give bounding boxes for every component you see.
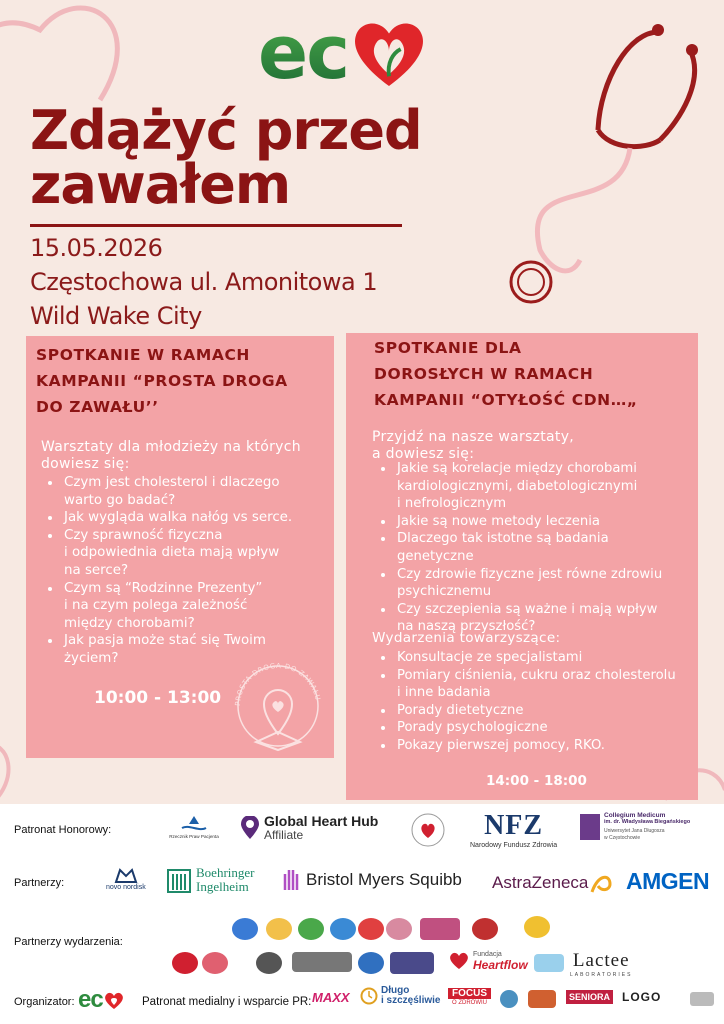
eco-logo-text: ec [258,10,349,96]
partner-logo-icon [358,918,384,940]
list-item [374,667,698,702]
rpp-emblem-icon [179,814,209,834]
seniora-logo [566,990,613,1004]
page-title [30,99,460,216]
partner-logo-icon [330,918,356,940]
right-panel-heading [374,335,638,413]
bms-text: Bristol Myers Squibb [306,870,462,889]
left-panel-time: 10:00 - 13:00 [94,688,222,708]
partner-logo-icon [232,918,258,940]
list-item-line: psychicznemu [397,584,492,600]
list-item-line: Jak pasja może stać się Twoim [64,633,266,649]
intro-line: a dowiesz się: [372,446,475,462]
list-item-line: i odpowiednia dieta mają wpływ [64,545,280,561]
right-panel-intro [372,429,574,463]
partners-label: Partnerzy: [14,877,65,889]
location-heart-icon [240,816,260,840]
novo-text: novo nordisk [106,884,146,891]
side-events-list [374,649,698,755]
boehringer-logo [166,866,254,894]
list-item-line: genetyczne [397,548,474,564]
side-events-heading: Wydarzenia towarzyszące: [372,630,561,646]
focus-text: FOCUS [448,988,491,999]
dlugo-line: i szczęśliwie [381,995,441,1006]
partner-logo-icon [690,992,714,1006]
partner-logo-icon [292,952,352,972]
list-item-line: Jakie są korelacje między chorobami [397,461,637,476]
focus-logo [448,988,491,1008]
left-panel-intro [41,439,301,473]
list-item-line: na naszą przyszłość? [397,619,536,635]
seniora-text: SENIORA [566,990,613,1004]
bms-icon [282,868,302,892]
list-item-line: Czy zdrowie fizyczne jest równe zdrowiu [397,566,663,582]
partner-logo-icon [420,918,460,940]
list-item-line: Czy szczepienia są ważne i mają wpływ [397,601,658,617]
novo-bull-icon [114,866,138,884]
eco-logo [258,10,468,96]
list-item [41,474,331,509]
list-item-line: Porady psychologiczne [397,720,548,736]
organizer-label: Organizator: [14,996,75,1008]
partner-logo-icon [528,990,556,1008]
heart-logo-icon [350,18,428,88]
list-item-line: Pokazy pierwszej pomocy, RKO. [397,737,605,753]
heading-line: SPOTKANIE DLA [374,339,522,357]
list-item-line: kardiologicznymi, diabetologicznymi [397,478,638,494]
heading-line: SPOTKANIE W RAMACH [36,346,250,364]
right-panel-time: 14:00 - 18:00 [486,773,587,789]
prosta-droga-badge-icon [226,654,330,754]
heartflow-line: Fundacja [473,951,502,958]
cm-line: Collegium Medicum [604,812,666,819]
sponsors-strip [0,804,724,1024]
heartflow-line: Heartflow [473,958,528,972]
list-item [374,530,698,565]
lactee-text: Lactee [572,950,630,971]
bi-line: Ingelheim [196,879,249,894]
organizer-eco-logo [78,986,125,1014]
intro-line: Przyjdź na nasze warsztaty, [372,429,575,445]
partner-logo-icon [500,990,518,1008]
list-item-line: życiem? [64,650,119,666]
nfz-sub: Narodowy Fundusz Zdrowia [470,842,558,849]
rpp-logo [170,814,218,839]
ghh-name: Global Heart Hub [264,813,379,829]
partner-logo-icon [172,952,198,974]
left-panel-list [41,474,331,668]
collegium-medicum-logo [580,812,690,842]
title-underline [30,224,402,227]
global-heart-hub-logo [240,814,378,842]
right-panel-list [374,460,698,636]
amgen-text: AMGEN [626,868,710,894]
partner-logo-icon [202,952,228,974]
seal-heart-icon [410,812,446,848]
title-line-1: Zdążyć przed [30,99,422,162]
adult-workshop-panel [346,333,698,800]
list-item-line: Jakie są nowe metody leczenia [397,513,600,529]
amgen-logo [626,868,709,895]
lactee-logo [570,950,632,978]
partner-logo-icon [472,918,498,940]
list-item [374,566,698,601]
list-item [374,737,698,755]
media-patronage-label: Patronat medialny i wsparcie PR: [142,996,312,1008]
list-item [41,509,331,527]
az-swirl-icon [588,870,614,896]
az-text: AstraZeneca [492,873,589,892]
list-item [374,702,698,720]
nfz-logo [470,810,557,849]
maxx-text: MAXX [312,990,350,1005]
list-item-line: Czy sprawność fizyczna [64,527,223,543]
event-date: 15.05.2026 [30,234,163,262]
list-item-line: i nefrologicznym [397,496,507,512]
partner-logo-icon [524,916,550,938]
clock-icon [360,987,378,1005]
list-item-line: Pomiary ciśnienia, cukru oraz cholesterolu [397,667,676,683]
logo-brand-text: LOGO [622,990,662,1004]
partner-logo-icon [358,952,384,974]
event-partners-label: Partnerzy wydarzenia: [14,936,123,948]
bi-line: Boehringer [196,865,255,880]
list-item [41,632,331,667]
list-item-line: między chorobami? [64,615,195,631]
partner-logo-icon [386,918,412,940]
list-item-line: Porady dietetyczne [397,702,524,718]
event-address: Częstochowa ul. Amonitowa 1 [30,268,378,296]
partner-logo-icon [390,952,434,974]
event-venue: Wild Wake City [30,302,202,330]
logo-brand [622,990,661,1004]
list-item-line: Konsultacje ze specjalistami [397,650,583,665]
lactee-sub: LABORATORIES [570,972,633,978]
honorary-patronage-label: Patronat Honorowy: [14,824,112,836]
partner-logo-icon [266,918,292,940]
list-item-line: Dlaczego tak istotne są badania [397,531,609,547]
badge-text: PROSTA DROGA DO ZAWAŁU [233,661,322,707]
list-item-line: Czym są “Rodzinne Prezenty” [64,580,263,596]
youth-workshop-panel [26,336,334,758]
intro-line: dowiesz się: [41,456,130,472]
list-item-line: Czym jest cholesterol i dlaczego [64,475,280,490]
partner-logo-icon [534,954,564,972]
partner-logo-icon [298,918,324,940]
list-item [374,649,698,667]
cm-emblem-icon [580,814,600,840]
list-item-line: Jak wygląda walka nałóg vs serce. [64,510,293,526]
heart-icon [103,990,125,1010]
dlugo-logo [360,986,440,1006]
heart-icon [448,950,470,970]
title-line-2: zawałem [30,153,291,216]
list-item [374,719,698,737]
list-item-line: na serce? [64,562,129,578]
astrazeneca-logo [492,870,614,896]
cm-line: Uniwersytet Jana Długosza [604,828,665,834]
maxx-logo [312,990,350,1005]
list-item [41,527,331,580]
heartflow-logo [448,950,528,970]
focus-sub: O ZDROWIU [452,1000,487,1006]
list-item [374,513,698,531]
nfz-text: NFZ [484,810,544,841]
svg-text:PROSTA DROGA DO ZAWAŁU [234,662,322,706]
heading-line: DOROSŁYCH W RAMACH [374,365,594,383]
list-item-line: warto go badać? [64,492,176,508]
intro-line: Warsztaty dla młodzieży na których [41,439,301,455]
dlugo-line: Długo [381,985,410,996]
heading-line: KAMPANII “OTYŁOŚĆ CDN…„ [374,391,638,409]
boehringer-building-icon [166,866,192,894]
cm-line: w Częstochowie [604,835,641,841]
list-item-line: i inne badania [397,685,491,701]
partner-logo-icon [256,952,282,974]
organizer-eco-text: ec [78,986,103,1013]
rpp-text: Rzecznik Praw Pacjenta [169,834,219,839]
cm-line: im. dr. Władysława Biegańskiego [604,819,691,825]
ghh-sub: Affiliate [264,828,304,842]
heading-line: DO ZAWAŁU’’ [36,398,159,416]
list-item [41,580,331,633]
bms-logo [282,868,462,892]
list-item [374,460,698,513]
list-item-line: i na czym polega zależność [64,598,248,614]
novo-nordisk-logo [106,866,146,891]
heading-line: KAMPANII “PROSTA DROGA [36,372,288,390]
stethoscope-icon [500,20,724,310]
left-panel-heading [36,342,288,420]
